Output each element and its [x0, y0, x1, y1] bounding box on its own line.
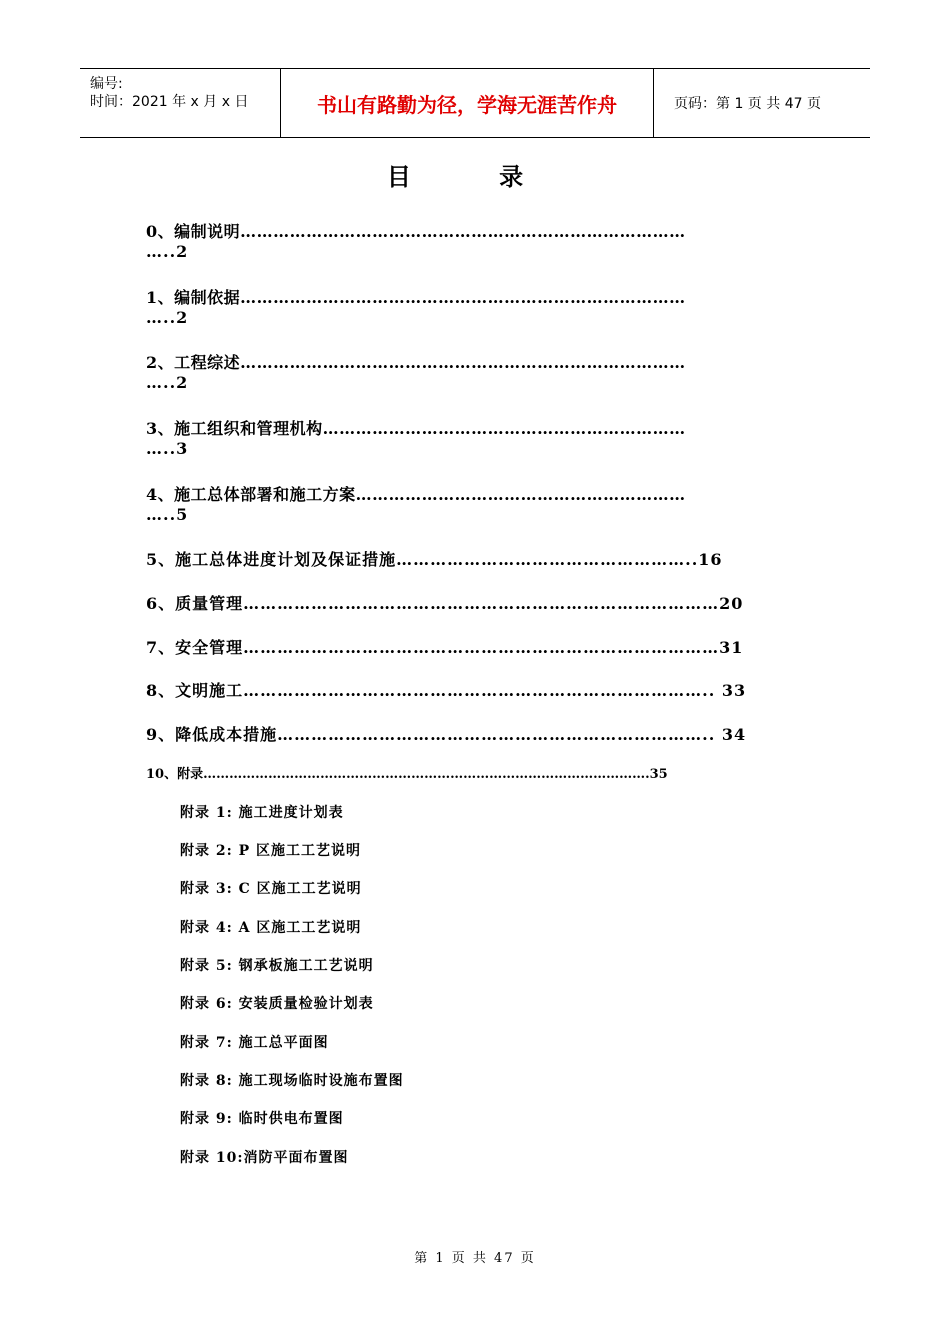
motto-text: 书山有路勤为径，学海无涯苦作舟	[317, 92, 617, 117]
toc-entry-9[interactable]: 9、降低成本措施………………………………………………………………….. 34	[146, 725, 747, 744]
appendix-item-7[interactable]: 附录 7: 施工总平面图	[180, 1035, 329, 1051]
toc-entry-0-line2[interactable]: …..2	[146, 242, 189, 261]
toc-entry-5[interactable]: 5、施工总体进度计划及保证措施……………………………………………..16	[146, 550, 723, 569]
toc-entry-2-line2[interactable]: …..2	[146, 373, 189, 392]
number-label: 编号:	[90, 76, 123, 92]
toc-entry-1-line1[interactable]: 1、编制依据………………………………………………………………………	[146, 288, 686, 307]
toc-entry-8[interactable]: 8、文明施工……………………………………………………………………….. 33	[146, 681, 747, 700]
header-motto-cell	[281, 69, 654, 137]
header-meta-cell	[80, 69, 281, 137]
appendix-item-3[interactable]: 附录 3: C 区施工工艺说明	[180, 881, 362, 897]
header-page-cell	[664, 69, 870, 137]
toc-entry-6[interactable]: 6、质量管理…………………………………………………………………………20	[146, 594, 744, 613]
appendix-item-5[interactable]: 附录 5: 钢承板施工工艺说明	[180, 958, 374, 974]
appendix-item-2[interactable]: 附录 2: P 区施工工艺说明	[180, 843, 362, 859]
toc-entry-1-line2[interactable]: …..2	[146, 308, 189, 327]
page-info: 页码：第 1 页 共 47 页	[674, 96, 821, 112]
toc-entry-4-line1[interactable]: 4、施工总体部署和施工方案……………………………………………………	[146, 485, 686, 504]
appendix-item-4[interactable]: 附录 4: A 区施工工艺说明	[180, 920, 362, 936]
toc-entry-2-line1[interactable]: 2、工程综述………………………………………………………………………	[146, 353, 686, 372]
toc-entry-4-line2[interactable]: …..5	[146, 505, 189, 524]
appendix-item-1[interactable]: 附录 1: 施工进度计划表	[180, 805, 344, 821]
appendix-item-6[interactable]: 附录 6: 安装质量检验计划表	[180, 996, 374, 1012]
toc-entry-3-line2[interactable]: …..3	[146, 439, 189, 458]
appendix-item-8[interactable]: 附录 8: 施工现场临时设施布置图	[180, 1073, 404, 1089]
appendix-item-9[interactable]: 附录 9: 临时供电布置图	[180, 1111, 344, 1127]
appendix-item-10[interactable]: 附录 10:消防平面布置图	[180, 1150, 349, 1166]
toc-entry-0-line1[interactable]: 0、编制说明………………………………………………………………………	[146, 222, 686, 241]
page-footer: 第 1 页 共 47 页	[414, 1251, 536, 1266]
toc-entry-7[interactable]: 7、安全管理…………………………………………………………………………31	[146, 638, 744, 657]
header-table	[80, 68, 870, 138]
toc-entry-3-line1[interactable]: 3、施工组织和管理机构…………………………………………………………	[146, 419, 686, 438]
page-title: 目 录	[386, 163, 564, 191]
time-label: 时间：2021 年 x 月 x 日	[90, 94, 249, 110]
toc-entry-10-appendix[interactable]: 10、附录………………………………………………………………………………………….35	[146, 767, 668, 782]
